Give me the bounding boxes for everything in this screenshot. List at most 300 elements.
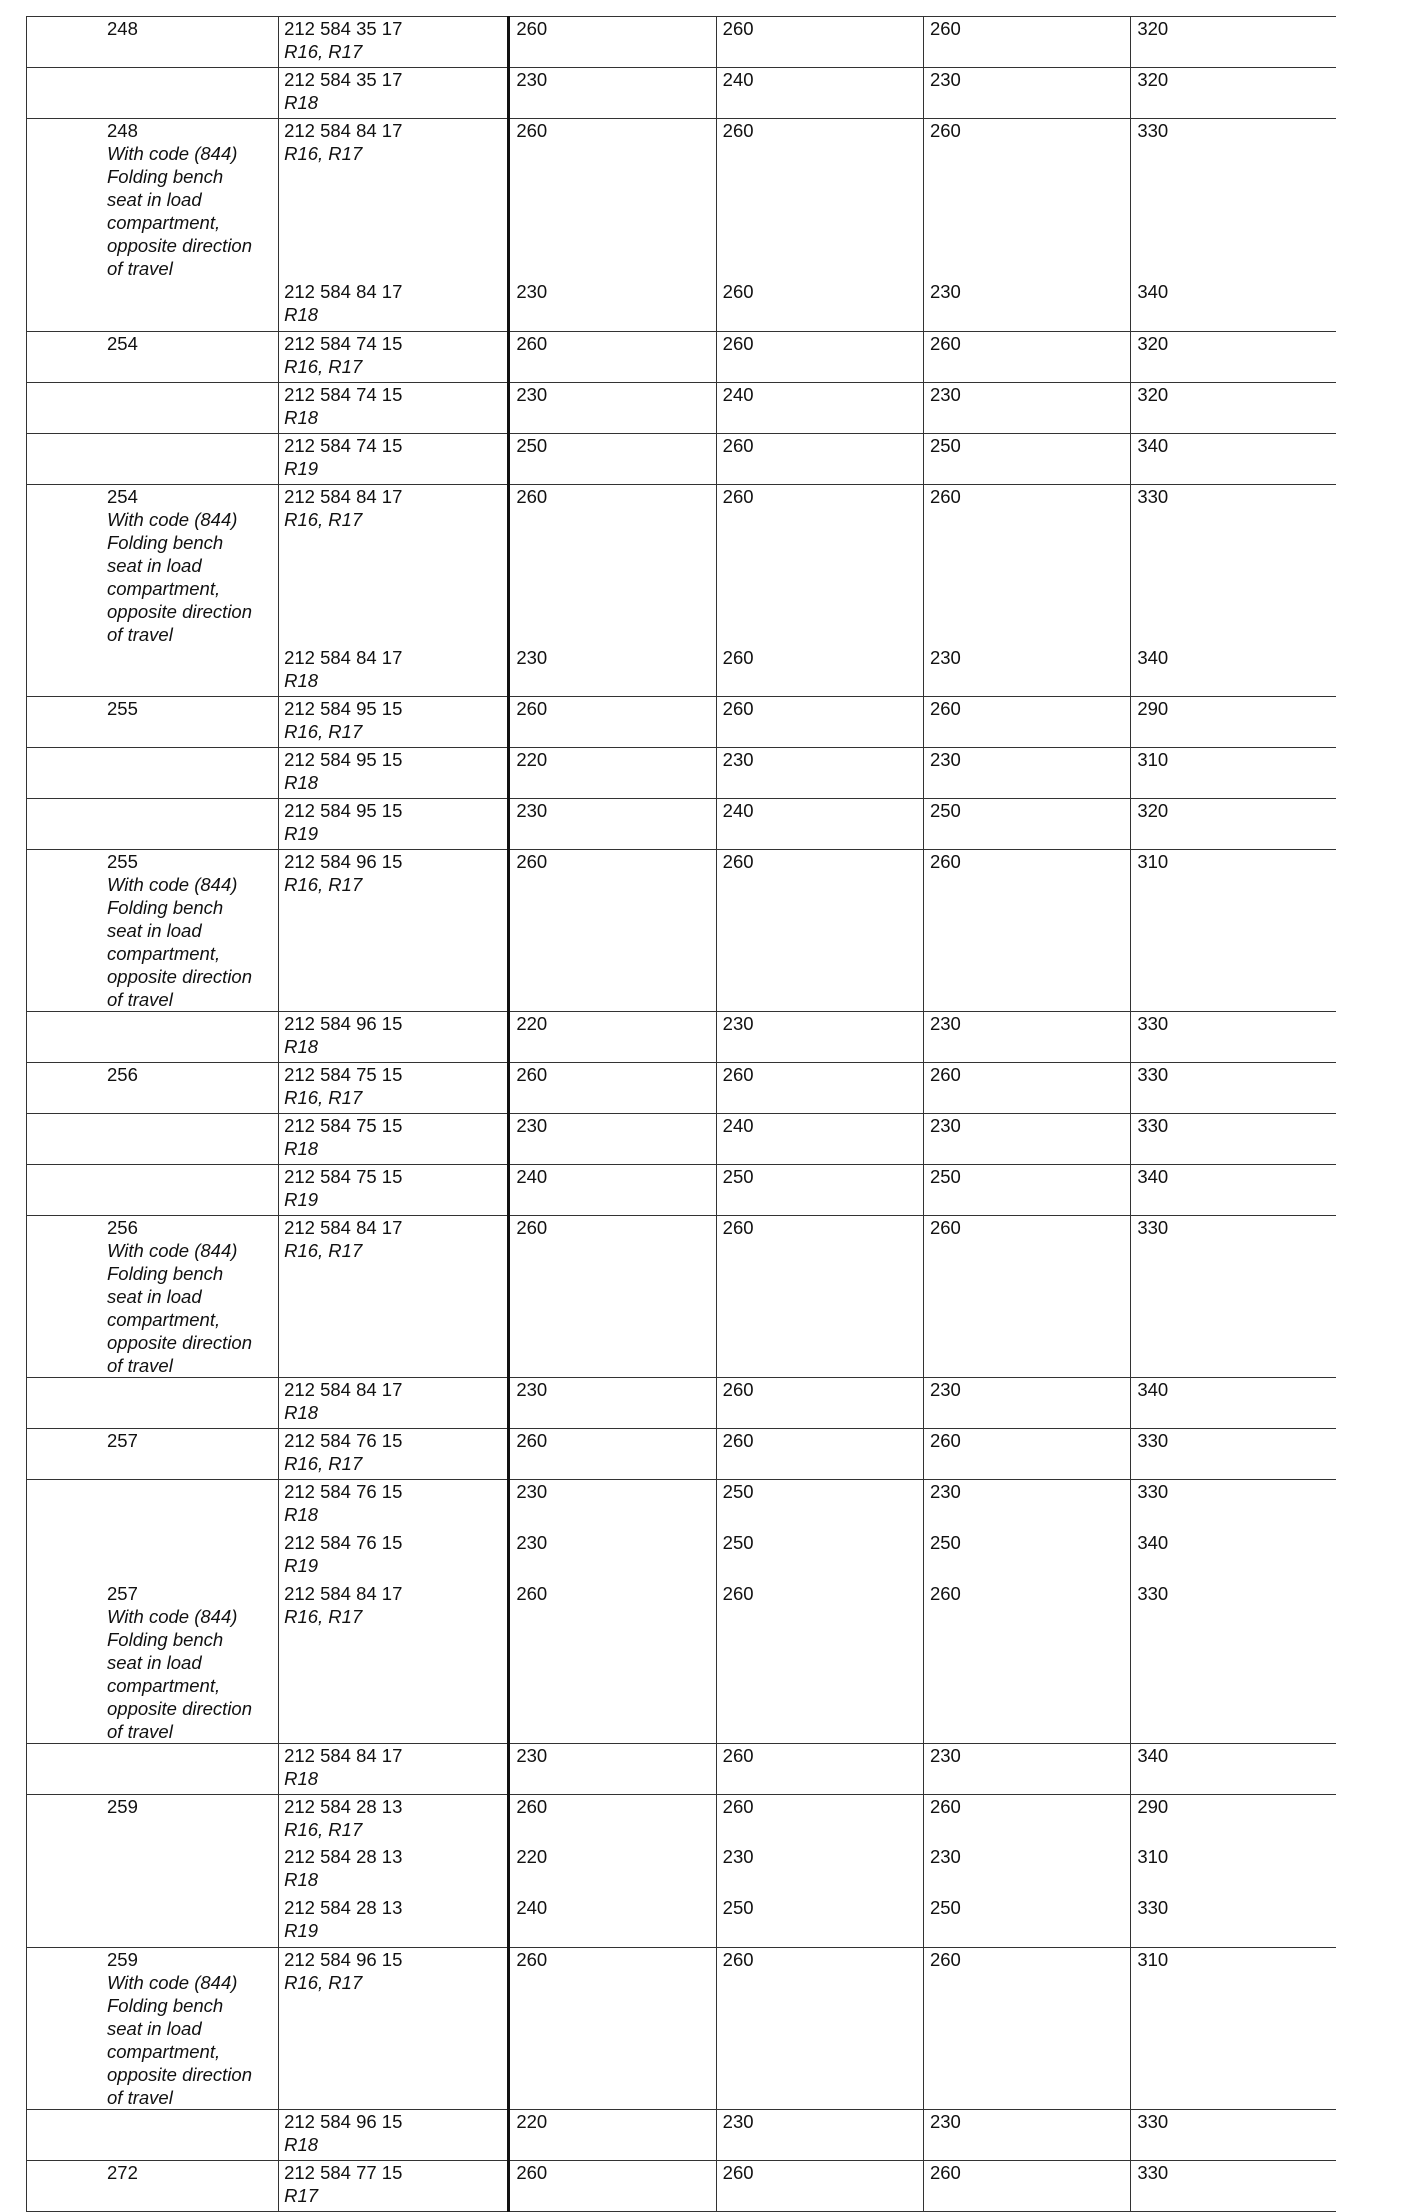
value-cell xyxy=(509,1165,716,1216)
value-2: 260 xyxy=(722,646,754,668)
model-cell xyxy=(27,68,279,119)
value-cell xyxy=(716,433,923,484)
value-4: 330 xyxy=(1137,120,1169,141)
value-cell xyxy=(923,2109,1130,2160)
value-cell xyxy=(716,748,923,799)
value-1: 260 xyxy=(516,698,548,719)
table-row xyxy=(27,1216,1337,1378)
value-2: 260 xyxy=(722,1948,754,1970)
model-cell xyxy=(27,1114,279,1165)
model-number: 256 xyxy=(107,1064,138,1085)
value-1: 250 xyxy=(516,434,548,456)
value-cell xyxy=(1131,280,1336,331)
table-row xyxy=(27,119,1337,281)
rating-label: R16, R17 xyxy=(284,41,363,62)
model-cell xyxy=(27,1378,279,1429)
part-number: 212 584 84 17 xyxy=(284,1582,403,1604)
model-number: 257 xyxy=(107,1582,138,1604)
part-number: 212 584 84 17 xyxy=(284,1744,403,1766)
value-cell xyxy=(716,280,923,331)
value-cell xyxy=(716,1794,923,1845)
value-2: 230 xyxy=(722,1846,754,1867)
model-cell xyxy=(27,1063,279,1114)
table-row xyxy=(27,799,1337,850)
rating-label: R16, R17 xyxy=(284,1240,363,1261)
value-cell xyxy=(716,1012,923,1063)
value-cell xyxy=(716,1216,923,1378)
model-cell xyxy=(27,1845,279,1896)
model-number: 257 xyxy=(107,1430,138,1451)
value-cell xyxy=(716,1429,923,1480)
model-cell xyxy=(27,1531,279,1582)
value-4: 340 xyxy=(1137,646,1169,668)
model-number: 254 xyxy=(107,485,138,507)
value-cell xyxy=(509,1480,716,1531)
rating-label: R18 xyxy=(284,1402,319,1423)
table-row xyxy=(27,850,1337,1012)
rating-label: R18 xyxy=(284,1504,319,1525)
value-cell xyxy=(509,799,716,850)
value-3: 260 xyxy=(929,851,961,872)
part-number: 212 584 76 15 xyxy=(284,1430,403,1451)
value-cell xyxy=(923,1165,1130,1216)
value-cell xyxy=(923,382,1130,433)
model-note: With code (844) Folding bench seat in load compartment, opposite direction of travel xyxy=(107,143,253,279)
rating-label: R16, R17 xyxy=(284,874,363,895)
part-number: 212 584 35 17 xyxy=(284,69,403,90)
rating-label: R18 xyxy=(284,669,319,691)
part-number-cell xyxy=(279,1012,509,1063)
value-1: 260 xyxy=(516,1948,548,1970)
value-cell xyxy=(923,1743,1130,1794)
model-cell xyxy=(27,1794,279,1845)
value-2: 260 xyxy=(722,18,754,39)
rating-label: R18 xyxy=(284,92,319,113)
value-1: 260 xyxy=(516,485,548,507)
value-2: 250 xyxy=(722,1897,754,1918)
value-3: 230 xyxy=(929,2110,961,2132)
model-number: 254 xyxy=(107,332,138,354)
model-note: With code (844) Folding bench seat in load compartment, opposite direction of travel xyxy=(107,874,253,1010)
value-cell xyxy=(509,2160,716,2211)
value-cell xyxy=(1131,119,1336,281)
value-cell xyxy=(1131,646,1336,697)
model-number: 256 xyxy=(107,1217,138,1238)
rating-label: R17 xyxy=(284,2184,319,2206)
part-number: 212 584 84 17 xyxy=(284,281,403,302)
value-2: 260 xyxy=(722,1744,754,1766)
value-1: 260 xyxy=(516,18,548,39)
value-cell xyxy=(1131,1531,1336,1582)
value-cell xyxy=(923,68,1130,119)
value-4: 330 xyxy=(1137,1013,1169,1034)
value-1: 230 xyxy=(516,69,548,90)
value-cell xyxy=(923,119,1130,281)
part-number-cell xyxy=(279,1114,509,1165)
part-number: 212 584 84 17 xyxy=(284,646,403,668)
table-row xyxy=(27,1378,1337,1429)
value-1: 260 xyxy=(516,1582,548,1604)
value-cell xyxy=(923,1216,1130,1378)
rating-label: R18 xyxy=(284,772,319,793)
value-4: 330 xyxy=(1137,2110,1169,2132)
value-4: 330 xyxy=(1137,2161,1169,2183)
value-4: 330 xyxy=(1137,1481,1169,1502)
part-number-cell xyxy=(279,331,509,382)
value-1: 260 xyxy=(516,2161,548,2183)
value-cell xyxy=(1131,1794,1336,1845)
table-row xyxy=(27,1896,1337,1947)
value-cell xyxy=(716,1165,923,1216)
model-cell xyxy=(27,1582,279,1744)
value-cell xyxy=(716,1743,923,1794)
value-cell xyxy=(1131,68,1336,119)
table-row xyxy=(27,748,1337,799)
value-3: 230 xyxy=(929,1846,961,1867)
value-cell xyxy=(509,697,716,748)
value-cell xyxy=(509,1012,716,1063)
value-cell xyxy=(1131,1114,1336,1165)
rating-label: R16, R17 xyxy=(284,143,363,164)
table-body xyxy=(27,17,1337,2212)
value-cell xyxy=(716,1896,923,1947)
value-2: 230 xyxy=(722,1013,754,1034)
rating-label: R16, R17 xyxy=(284,1605,363,1627)
model-cell xyxy=(27,1480,279,1531)
part-number: 212 584 84 17 xyxy=(284,1217,403,1238)
value-cell xyxy=(509,280,716,331)
value-cell xyxy=(509,1582,716,1744)
part-number: 212 584 75 15 xyxy=(284,1115,403,1136)
value-2: 240 xyxy=(722,800,754,821)
value-cell xyxy=(716,646,923,697)
model-cell xyxy=(27,799,279,850)
value-cell xyxy=(1131,484,1336,646)
value-cell xyxy=(1131,1896,1336,1947)
value-4: 310 xyxy=(1137,749,1169,770)
value-1: 260 xyxy=(516,1795,548,1817)
value-cell xyxy=(923,850,1130,1012)
value-cell xyxy=(1131,1165,1336,1216)
rating-label: R16, R17 xyxy=(284,1818,363,1840)
model-cell xyxy=(27,1165,279,1216)
part-number-cell xyxy=(279,850,509,1012)
part-number: 212 584 74 15 xyxy=(284,434,403,456)
value-cell xyxy=(923,1480,1130,1531)
part-number-cell xyxy=(279,1743,509,1794)
value-4: 320 xyxy=(1137,18,1169,39)
value-cell xyxy=(923,1378,1130,1429)
value-cell xyxy=(509,1429,716,1480)
table-row xyxy=(27,17,1337,68)
value-4: 310 xyxy=(1137,1846,1169,1867)
value-2: 230 xyxy=(722,749,754,770)
table-row xyxy=(27,484,1337,646)
value-3: 230 xyxy=(929,1013,961,1034)
value-cell xyxy=(716,484,923,646)
value-1: 220 xyxy=(516,749,548,770)
table-row xyxy=(27,1794,1337,1845)
value-1: 220 xyxy=(516,1846,548,1867)
model-cell xyxy=(27,280,279,331)
value-2: 260 xyxy=(722,434,754,456)
table-row xyxy=(27,1947,1337,2109)
part-number-cell xyxy=(279,280,509,331)
part-number: 212 584 77 15 xyxy=(284,2161,403,2183)
model-cell xyxy=(27,1012,279,1063)
table-row xyxy=(27,1165,1337,1216)
value-4: 290 xyxy=(1137,1795,1169,1817)
value-cell xyxy=(509,1743,716,1794)
value-3: 260 xyxy=(929,1795,961,1817)
value-1: 260 xyxy=(516,851,548,872)
value-4: 320 xyxy=(1137,332,1169,354)
part-number: 212 584 75 15 xyxy=(284,1064,403,1085)
value-2: 230 xyxy=(722,2110,754,2132)
rating-label: R18 xyxy=(284,1869,319,1890)
value-cell xyxy=(716,1947,923,2109)
value-4: 310 xyxy=(1137,851,1169,872)
value-cell xyxy=(1131,850,1336,1012)
rating-label: R19 xyxy=(284,1189,319,1210)
value-cell xyxy=(1131,2109,1336,2160)
value-3: 260 xyxy=(929,485,961,507)
value-3: 230 xyxy=(929,1744,961,1766)
value-3: 230 xyxy=(929,69,961,90)
rating-label: R16, R17 xyxy=(284,1087,363,1108)
value-2: 240 xyxy=(722,383,754,405)
value-4: 340 xyxy=(1137,1531,1169,1553)
part-number-cell xyxy=(279,1216,509,1378)
value-3: 260 xyxy=(929,120,961,141)
value-cell xyxy=(509,1216,716,1378)
rating-label: R18 xyxy=(284,1036,319,1057)
value-2: 260 xyxy=(722,1430,754,1451)
value-1: 230 xyxy=(516,646,548,668)
part-number: 212 584 74 15 xyxy=(284,383,403,405)
value-cell xyxy=(1131,1743,1336,1794)
model-cell xyxy=(27,1896,279,1947)
value-3: 250 xyxy=(929,434,961,456)
part-number-cell xyxy=(279,1896,509,1947)
value-3: 230 xyxy=(929,749,961,770)
value-cell xyxy=(716,119,923,281)
part-number: 212 584 96 15 xyxy=(284,1013,403,1034)
value-cell xyxy=(1131,1216,1336,1378)
value-2: 260 xyxy=(722,698,754,719)
part-number-cell xyxy=(279,68,509,119)
value-4: 320 xyxy=(1137,69,1169,90)
rating-label: R18 xyxy=(284,304,319,325)
value-cell xyxy=(1131,1063,1336,1114)
part-number: 212 584 84 17 xyxy=(284,1379,403,1400)
model-cell xyxy=(27,850,279,1012)
value-3: 260 xyxy=(929,332,961,354)
value-cell xyxy=(1131,2160,1336,2211)
part-number: 212 584 84 17 xyxy=(284,120,403,141)
part-number: 212 584 35 17 xyxy=(284,18,403,39)
part-number-cell xyxy=(279,748,509,799)
model-note: With code (844) Folding bench seat in load compartment, opposite direction of travel xyxy=(107,1971,253,2108)
value-cell xyxy=(1131,1480,1336,1531)
value-cell xyxy=(509,1896,716,1947)
model-cell xyxy=(27,17,279,68)
table-row xyxy=(27,382,1337,433)
value-cell xyxy=(1131,331,1336,382)
value-3: 260 xyxy=(929,1582,961,1604)
model-number: 248 xyxy=(107,18,138,39)
value-4: 330 xyxy=(1137,1115,1169,1136)
part-number: 212 584 95 15 xyxy=(284,749,403,770)
value-4: 330 xyxy=(1137,1897,1169,1918)
value-cell xyxy=(1131,1845,1336,1896)
part-number: 212 584 74 15 xyxy=(284,332,403,354)
value-cell xyxy=(1131,1947,1336,2109)
part-number-cell xyxy=(279,382,509,433)
value-3: 260 xyxy=(929,2161,961,2183)
value-cell xyxy=(923,2160,1130,2211)
value-cell xyxy=(509,748,716,799)
value-cell xyxy=(923,1845,1130,1896)
value-1: 230 xyxy=(516,1115,548,1136)
model-cell xyxy=(27,119,279,281)
value-cell xyxy=(1131,382,1336,433)
model-cell xyxy=(27,2160,279,2211)
value-cell xyxy=(716,1114,923,1165)
value-2: 260 xyxy=(722,851,754,872)
value-cell xyxy=(716,697,923,748)
value-cell xyxy=(509,382,716,433)
value-cell xyxy=(716,2160,923,2211)
table-row xyxy=(27,646,1337,697)
value-1: 230 xyxy=(516,1744,548,1766)
value-3: 230 xyxy=(929,1481,961,1502)
value-cell xyxy=(509,1378,716,1429)
value-cell xyxy=(923,280,1130,331)
model-cell xyxy=(27,1429,279,1480)
value-2: 250 xyxy=(722,1481,754,1502)
model-number: 248 xyxy=(107,120,138,141)
model-note: With code (844) Folding bench seat in load compartment, opposite direction of travel xyxy=(107,1240,253,1376)
value-cell xyxy=(509,119,716,281)
model-cell xyxy=(27,1947,279,2109)
model-cell xyxy=(27,748,279,799)
value-2: 260 xyxy=(722,485,754,507)
value-2: 240 xyxy=(722,69,754,90)
value-1: 230 xyxy=(516,1531,548,1553)
part-number-cell xyxy=(279,119,509,281)
model-cell xyxy=(27,484,279,646)
table-row xyxy=(27,433,1337,484)
value-1: 230 xyxy=(516,800,548,821)
model-number: 259 xyxy=(107,1948,138,1970)
value-cell xyxy=(716,68,923,119)
value-2: 240 xyxy=(722,1115,754,1136)
part-number-cell xyxy=(279,799,509,850)
table-row xyxy=(27,1480,1337,1531)
value-3: 260 xyxy=(929,698,961,719)
value-2: 260 xyxy=(722,1064,754,1085)
rating-label: R19 xyxy=(284,823,319,844)
value-cell xyxy=(923,799,1130,850)
value-3: 250 xyxy=(929,1166,961,1187)
value-4: 340 xyxy=(1137,1379,1169,1400)
part-number-cell xyxy=(279,2109,509,2160)
table-row xyxy=(27,1582,1337,1744)
value-3: 230 xyxy=(929,281,961,302)
value-cell xyxy=(716,2109,923,2160)
part-number-cell xyxy=(279,484,509,646)
part-number: 212 584 28 13 xyxy=(284,1846,403,1867)
value-cell xyxy=(923,1896,1130,1947)
value-2: 260 xyxy=(722,1379,754,1400)
rating-label: R18 xyxy=(284,406,319,428)
table-row xyxy=(27,1063,1337,1114)
value-4: 330 xyxy=(1137,485,1169,507)
value-cell xyxy=(509,1114,716,1165)
value-4: 330 xyxy=(1137,1064,1169,1085)
value-cell xyxy=(509,850,716,1012)
part-number-cell xyxy=(279,1480,509,1531)
value-cell xyxy=(923,1114,1130,1165)
part-number-cell xyxy=(279,17,509,68)
value-4: 330 xyxy=(1137,1430,1169,1451)
value-cell xyxy=(923,17,1130,68)
value-1: 220 xyxy=(516,1013,548,1034)
value-cell xyxy=(716,1063,923,1114)
value-cell xyxy=(1131,748,1336,799)
part-number-cell xyxy=(279,1429,509,1480)
value-3: 260 xyxy=(929,1064,961,1085)
part-number: 212 584 95 15 xyxy=(284,698,403,719)
value-2: 260 xyxy=(722,1795,754,1817)
value-1: 260 xyxy=(516,1064,548,1085)
table-row xyxy=(27,331,1337,382)
part-number-cell xyxy=(279,646,509,697)
value-cell xyxy=(716,799,923,850)
value-cell xyxy=(923,1012,1130,1063)
value-cell xyxy=(716,1845,923,1896)
value-4: 290 xyxy=(1137,698,1169,719)
value-cell xyxy=(716,17,923,68)
rating-label: R18 xyxy=(284,1767,319,1789)
model-cell xyxy=(27,1216,279,1378)
value-cell xyxy=(509,484,716,646)
value-cell xyxy=(1131,17,1336,68)
value-cell xyxy=(1131,697,1336,748)
value-3: 230 xyxy=(929,1115,961,1136)
value-1: 220 xyxy=(516,2110,548,2132)
value-cell xyxy=(923,1063,1130,1114)
part-number-cell xyxy=(279,1794,509,1845)
model-number: 255 xyxy=(107,851,138,872)
value-1: 230 xyxy=(516,1379,548,1400)
rating-label: R16, R17 xyxy=(284,1453,363,1474)
value-cell xyxy=(1131,1012,1336,1063)
value-cell xyxy=(923,1582,1130,1744)
part-number-cell xyxy=(279,433,509,484)
value-cell xyxy=(509,2109,716,2160)
rating-label: R16, R17 xyxy=(284,721,363,742)
value-2: 250 xyxy=(722,1531,754,1553)
value-cell xyxy=(923,484,1130,646)
value-2: 260 xyxy=(722,2161,754,2183)
part-number: 212 584 95 15 xyxy=(284,800,403,821)
model-cell xyxy=(27,433,279,484)
value-1: 230 xyxy=(516,281,548,302)
value-2: 260 xyxy=(722,1582,754,1604)
part-number: 212 584 28 13 xyxy=(284,1897,403,1918)
